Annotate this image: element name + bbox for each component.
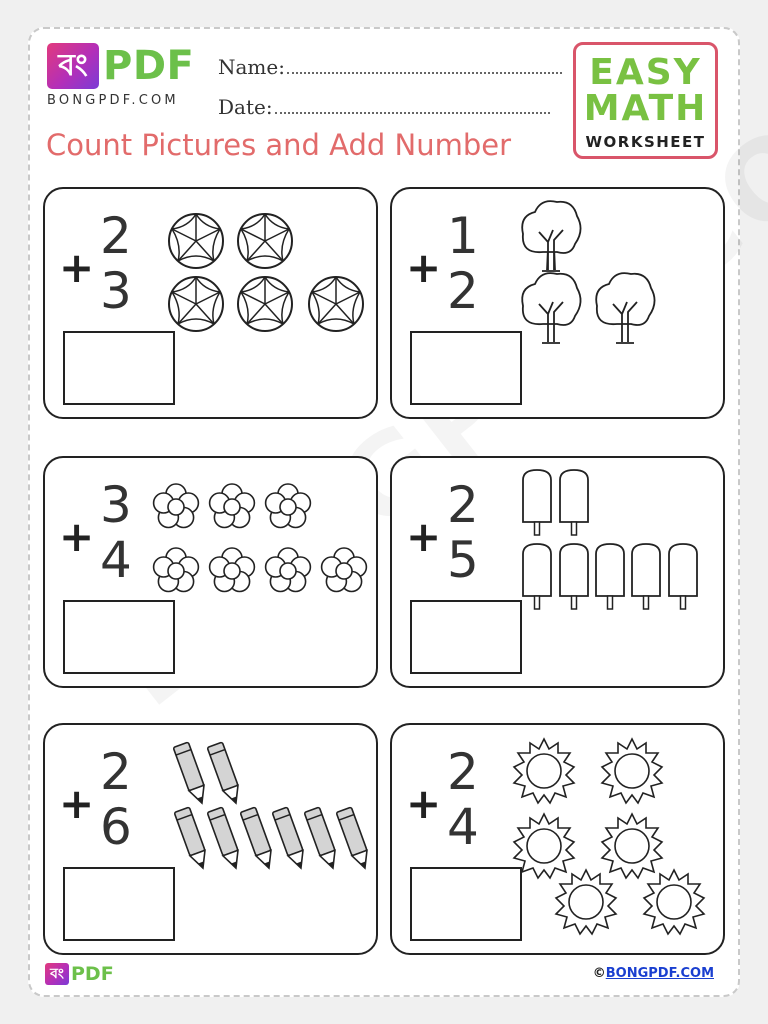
pencil-icon — [207, 807, 243, 871]
copyright-notice — [593, 966, 714, 981]
tree-icon — [596, 273, 654, 343]
pencil-icon — [174, 807, 210, 871]
picture-group — [392, 458, 727, 690]
pencil-icon — [240, 807, 276, 871]
plus-sign: + — [406, 512, 442, 561]
flower-icon — [154, 548, 199, 592]
ice-pop-icon — [560, 544, 588, 609]
addend-top: 2 — [100, 207, 132, 265]
addend-bottom: 5 — [447, 531, 479, 589]
date-label: Date: — [218, 95, 273, 119]
plus-sign: + — [59, 512, 95, 561]
sun-icon — [514, 739, 574, 803]
problem-card-1 — [43, 187, 378, 419]
plus-sign: + — [406, 243, 442, 292]
copyright-link[interactable]: BONGPDF.COM — [605, 966, 714, 981]
addend-top: 1 — [447, 207, 479, 265]
ice-pop-icon — [523, 470, 551, 535]
sun-icon — [556, 870, 616, 934]
ice-pop-icon — [523, 544, 551, 609]
addend-top: 3 — [100, 476, 132, 534]
ice-pop-icon — [632, 544, 660, 609]
pencil-icon — [272, 807, 308, 871]
worksheet-title: Count Pictures and Add Number — [46, 128, 512, 162]
plus-sign: + — [59, 779, 95, 828]
name-field[interactable] — [218, 54, 562, 79]
plus-sign: + — [406, 779, 442, 828]
picture-group — [45, 189, 380, 421]
beach-ball-icon — [309, 277, 363, 331]
addend-bottom: 2 — [447, 262, 479, 320]
badge-line-worksheet: WORKSHEET — [585, 133, 706, 151]
pencil-icon — [304, 807, 340, 871]
logo-bong-mark: বং — [47, 43, 99, 89]
footer-logo-pdf: PDF — [71, 963, 114, 985]
pencil-icon — [173, 742, 209, 806]
flower-icon — [154, 484, 199, 528]
addend-top: 2 — [100, 743, 132, 801]
date-blank-line[interactable] — [275, 94, 550, 114]
problem-card-5 — [43, 723, 378, 955]
badge-line-math: MATH — [583, 88, 708, 129]
logo-pdf-text: PDF — [103, 43, 195, 89]
addend-bottom: 6 — [100, 798, 132, 856]
tree-icon — [522, 201, 580, 271]
picture-group — [392, 189, 727, 421]
name-label: Name: — [218, 55, 285, 79]
problem-card-6 — [390, 723, 725, 955]
problem-card-3 — [43, 456, 378, 688]
sun-icon — [514, 814, 574, 878]
beach-ball-icon — [238, 277, 292, 331]
sun-icon — [644, 870, 704, 934]
footer-logo-bong: বং — [45, 963, 69, 985]
sun-icon — [602, 739, 662, 803]
badge-line-easy: EASY — [589, 52, 702, 93]
flower-icon — [210, 548, 255, 592]
ice-pop-icon — [560, 470, 588, 535]
addend-bottom: 4 — [100, 531, 132, 589]
date-field[interactable] — [218, 94, 550, 119]
pencil-icon — [336, 807, 372, 871]
beach-ball-icon — [169, 277, 223, 331]
ice-pop-icon — [669, 544, 697, 609]
picture-group — [45, 458, 380, 690]
flower-icon — [210, 484, 255, 528]
picture-group — [45, 725, 380, 957]
addend-bottom: 3 — [100, 262, 132, 320]
addend-top: 2 — [447, 743, 479, 801]
pencil-icon — [207, 742, 243, 806]
picture-group — [392, 725, 727, 957]
logo-domain: BONGPDF.COM — [47, 93, 179, 108]
sun-icon — [602, 814, 662, 878]
flower-icon — [322, 548, 367, 592]
beach-ball-icon — [238, 214, 292, 268]
flower-icon — [266, 484, 311, 528]
plus-sign: + — [59, 243, 95, 292]
ice-pop-icon — [596, 544, 624, 609]
easy-math-badge — [573, 42, 718, 159]
copyright-symbol: © — [592, 966, 606, 981]
addend-top: 2 — [447, 476, 479, 534]
footer-logo — [45, 963, 114, 985]
beach-ball-icon — [169, 214, 223, 268]
flower-icon — [266, 548, 311, 592]
problem-card-2 — [390, 187, 725, 419]
addend-bottom: 4 — [447, 798, 479, 856]
problem-card-4 — [390, 456, 725, 688]
name-blank-line[interactable] — [287, 54, 562, 74]
bongpdf-logo — [47, 43, 203, 108]
tree-icon — [522, 273, 580, 343]
